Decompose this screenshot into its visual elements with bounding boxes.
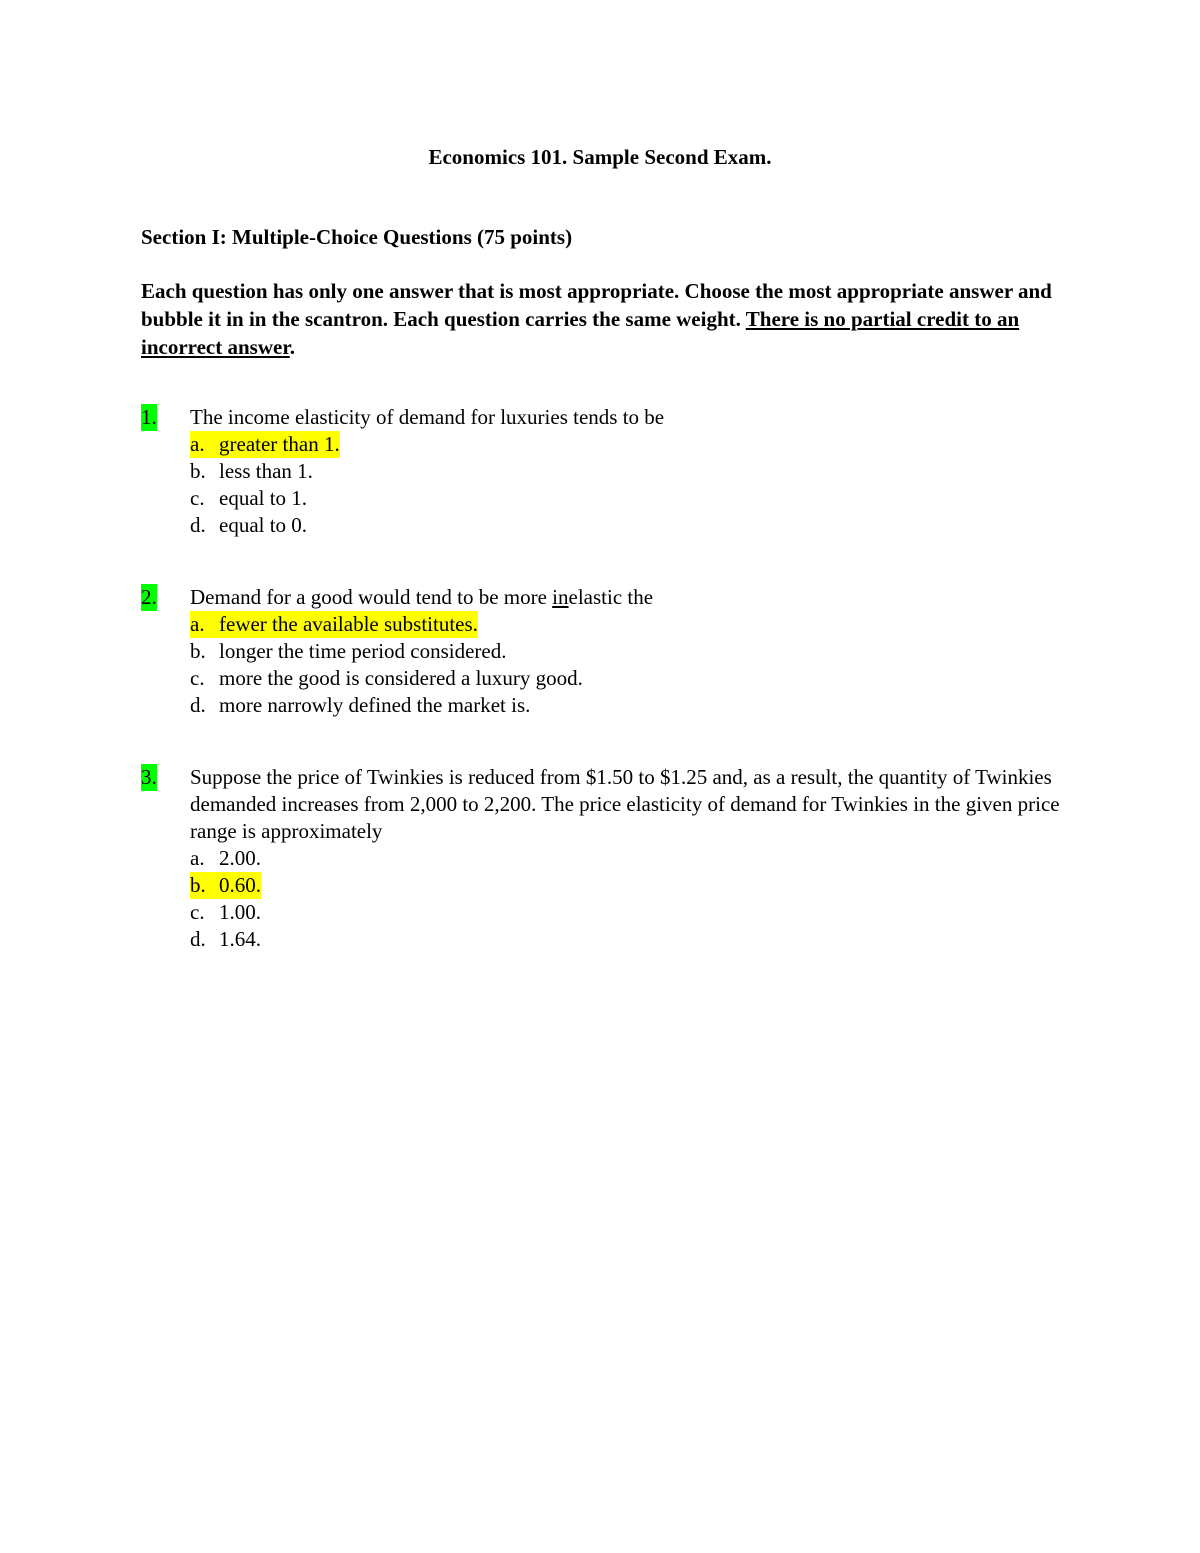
instructions-end: . xyxy=(289,335,295,359)
question-stem: The income elasticity of demand for luxuries tends to be xyxy=(190,405,665,429)
option-letter: b. xyxy=(190,639,206,663)
question-stem-row xyxy=(141,404,1081,431)
option-text: more the good is considered a luxury good. xyxy=(219,666,583,690)
option-a[interactable] xyxy=(141,611,1081,638)
option-text: equal to 1. xyxy=(219,486,308,510)
option-a[interactable] xyxy=(141,431,1081,458)
option-b[interactable] xyxy=(141,872,1081,899)
option-text: greater than 1. xyxy=(219,432,340,456)
option-a[interactable] xyxy=(141,845,1081,872)
option-text: more narrowly defined the market is. xyxy=(219,693,531,717)
option-letter: a. xyxy=(190,612,205,636)
question-2 xyxy=(141,584,1081,719)
question-number: 1. xyxy=(141,405,157,429)
option-text: equal to 0. xyxy=(219,513,308,537)
question-stem-row xyxy=(141,764,1081,845)
question-number: 2. xyxy=(141,585,157,609)
instructions-underlined: There is no partial credit to an incorrect answer xyxy=(141,307,1020,359)
option-c[interactable] xyxy=(141,485,1081,512)
option-d[interactable] xyxy=(141,692,1081,719)
option-letter: c. xyxy=(190,666,205,690)
option-letter: b. xyxy=(190,873,206,897)
option-d[interactable] xyxy=(141,512,1081,539)
question-stem-row xyxy=(141,584,1081,611)
instructions xyxy=(141,277,1081,361)
option-text: 1.00. xyxy=(219,900,261,924)
option-b[interactable] xyxy=(141,638,1081,665)
option-text: 1.64. xyxy=(219,927,261,951)
question-number: 3. xyxy=(141,765,157,789)
option-d[interactable] xyxy=(141,926,1081,953)
option-letter: d. xyxy=(190,693,206,717)
option-text: 2.00. xyxy=(219,846,261,870)
option-highlight xyxy=(190,611,478,638)
option-letter: c. xyxy=(190,486,205,510)
option-highlight xyxy=(190,431,340,458)
option-text: 0.60. xyxy=(219,873,261,897)
option-highlight xyxy=(190,872,261,899)
question-3 xyxy=(141,764,1081,953)
instructions-text: Each question has only one answer that is most appropriate. Choose the most appropriate answer and bubble it in in the scantron. Each question carries the same weight. xyxy=(141,279,1052,331)
option-letter: b. xyxy=(190,459,206,483)
question-stem: Demand for a good would tend to be more inelastic the xyxy=(190,585,654,609)
section-heading: Section I: Multiple-Choice Questions (75 points) xyxy=(141,225,573,249)
question-stem: Suppose the price of Twinkies is reduced from $1.50 to $1.25 and, as a result, the quantity of Twinkies demanded increases from 2,000 to 2,200. The price elasticity of demand for Twinkies in the given price range is approximately xyxy=(190,765,1060,843)
option-c[interactable] xyxy=(141,665,1081,692)
option-letter: a. xyxy=(190,846,205,870)
option-letter: d. xyxy=(190,927,206,951)
option-text: less than 1. xyxy=(219,459,313,483)
question-1 xyxy=(141,404,1081,539)
option-b[interactable] xyxy=(141,458,1081,485)
option-letter: d. xyxy=(190,513,206,537)
option-text: fewer the available substitutes. xyxy=(219,612,478,636)
option-letter: c. xyxy=(190,900,205,924)
option-c[interactable] xyxy=(141,899,1081,926)
option-text: longer the time period considered. xyxy=(219,639,507,663)
page-title: Economics 101. Sample Second Exam. xyxy=(428,145,772,169)
option-letter: a. xyxy=(190,432,205,456)
